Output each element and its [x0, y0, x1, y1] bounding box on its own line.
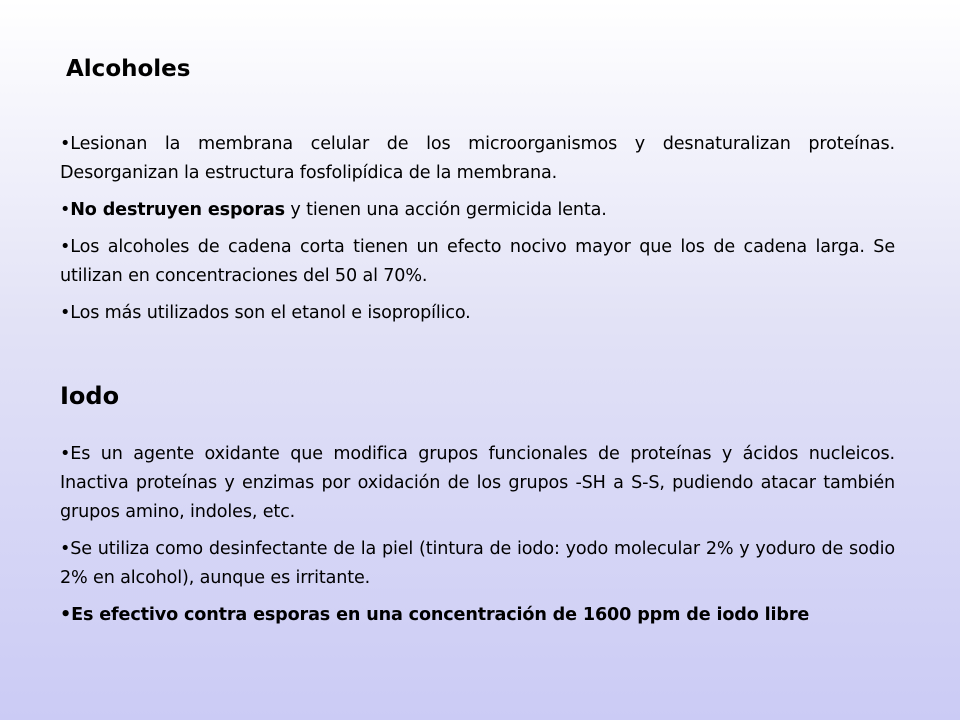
- bullet-text-bold: No destruyen esporas: [70, 200, 285, 220]
- bullet-text: Es un agente oxidante que modifica grupos funcionales de proteínas y ácidos nucleicos. Inactiva proteínas y enzimas por oxidación de los grupos -SH a S-S, pudiendo atacar también grupos amino, indoles, etc.: [60, 444, 895, 522]
- section-title-iodo: Iodo: [60, 382, 120, 410]
- bullet-dot: •: [60, 134, 71, 154]
- bullet-dot: •: [60, 237, 71, 257]
- bullet-dot: •: [60, 539, 71, 559]
- bullet-dot: •: [60, 605, 72, 625]
- bullet-item: [60, 440, 895, 527]
- alcoholes-bullet-list: [60, 130, 895, 336]
- bullet-item: [60, 130, 895, 188]
- bullet-item: [60, 601, 895, 630]
- bullet-dot: •: [60, 303, 71, 323]
- bullet-dot: •: [60, 444, 71, 464]
- bullet-text: Los más utilizados son el etanol e isopropílico.: [70, 303, 471, 323]
- bullet-text: Los alcoholes de cadena corta tienen un efecto nocivo mayor que los de cadena larga. Se utilizan en concentraciones del 50 al 70%.: [60, 237, 895, 286]
- bullet-text: Se utiliza como desinfectante de la piel (tintura de iodo: yodo molecular 2% y yoduro de sodio 2% en alcohol), aunque es irritante.: [60, 539, 895, 588]
- bullet-text: y tienen una acción germicida lenta.: [284, 200, 607, 220]
- bullet-dot: •: [60, 200, 71, 220]
- bullet-item: [60, 233, 895, 291]
- iodo-bullet-list: [60, 440, 895, 638]
- bullet-text: Lesionan la membrana celular de los microorganismos y desnaturalizan proteínas. Desorganizan la estructura fosfolipídica de la membrana.: [60, 134, 895, 183]
- section-title-alcoholes: Alcoholes: [66, 56, 191, 82]
- bullet-item: [60, 196, 895, 225]
- bullet-item: [60, 535, 895, 593]
- bullet-text-bold: Es efectivo contra esporas en una concentración de 1600 ppm de iodo libre: [71, 605, 810, 625]
- bullet-item: [60, 299, 895, 328]
